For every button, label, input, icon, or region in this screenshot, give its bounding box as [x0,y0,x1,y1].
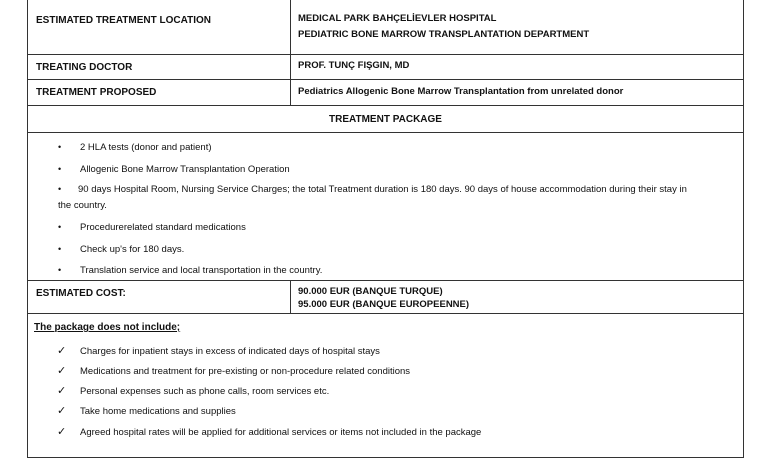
package-item-6: Translation service and local transportation in the country. [80,265,323,276]
row-location [28,0,743,54]
package-item-3: 90 days Hospital Room, Nursing Service Charges; the total Treatment duration is 180 days. 90 days of house accommodation during their stay in [78,184,687,195]
bullet-icon: • [58,184,62,194]
exclusion-item-5: Agreed hospital rates will be applied for additional services or items not included in the package [80,427,482,438]
treatment-table [27,0,744,458]
check-mark-icon: ✓ [57,385,67,397]
check-mark-icon: ✓ [57,365,67,377]
exclusion-item-2: Medications and treatment for pre-existing or non-procedure related conditions [80,366,411,377]
bullet-icon: • [58,265,62,275]
bullet-icon: • [58,244,62,254]
bullet-icon: • [58,164,62,174]
exclusions-title: The package does not include; [34,322,181,333]
column-divider-top [290,0,291,105]
check-mark-icon: ✓ [57,405,67,417]
doctor-value: PROF. TUNÇ FIŞGIN, MD [298,60,410,71]
location-label: ESTIMATED TREATMENT LOCATION [36,15,211,26]
treatment-value: Pediatrics Allogenic Bone Marrow Transplantation from unrelated donor [298,86,624,97]
column-divider-cost [290,280,291,313]
package-item-1: 2 HLA tests (donor and patient) [80,142,212,153]
package-item-3-continuation: the country. [58,200,107,211]
row-treatment [28,79,743,106]
exclusion-item-4: Take home medications and supplies [80,406,236,417]
location-value-line1: MEDICAL PARK BAHÇELİEVLER HOSPITAL [298,13,497,24]
package-title: TREATMENT PACKAGE [329,114,442,125]
bullet-icon: • [58,222,62,232]
doctor-label: TREATING DOCTOR [36,62,133,73]
row-cost [28,280,743,314]
package-item-2: Allogenic Bone Marrow Transplantation Operation [80,164,290,175]
cost-value-line2: 95.000 EUR (BANQUE EUROPEENNE) [298,299,470,310]
cost-label: ESTIMATED COST: [36,288,126,299]
check-mark-icon: ✓ [57,426,67,438]
row-exclusions [28,313,743,460]
row-package-title [28,105,743,133]
package-item-5: Check up's for 180 days. [80,244,185,255]
row-package-items [28,132,743,281]
row-doctor [28,54,743,80]
bullet-icon: • [58,142,62,152]
treatment-label: TREATMENT PROPOSED [36,87,157,98]
location-value-line2: PEDIATRIC BONE MARROW TRANSPLANTATION DEPARTMENT [298,29,590,40]
check-mark-icon: ✓ [57,345,67,357]
cost-value-line1: 90.000 EUR (BANQUE TURQUE) [298,286,443,297]
package-item-4: Procedurerelated standard medications [80,222,246,233]
exclusion-item-1: Charges for inpatient stays in excess of indicated days of hospital stays [80,346,380,357]
exclusion-item-3: Personal expenses such as phone calls, room services etc. [80,386,330,397]
